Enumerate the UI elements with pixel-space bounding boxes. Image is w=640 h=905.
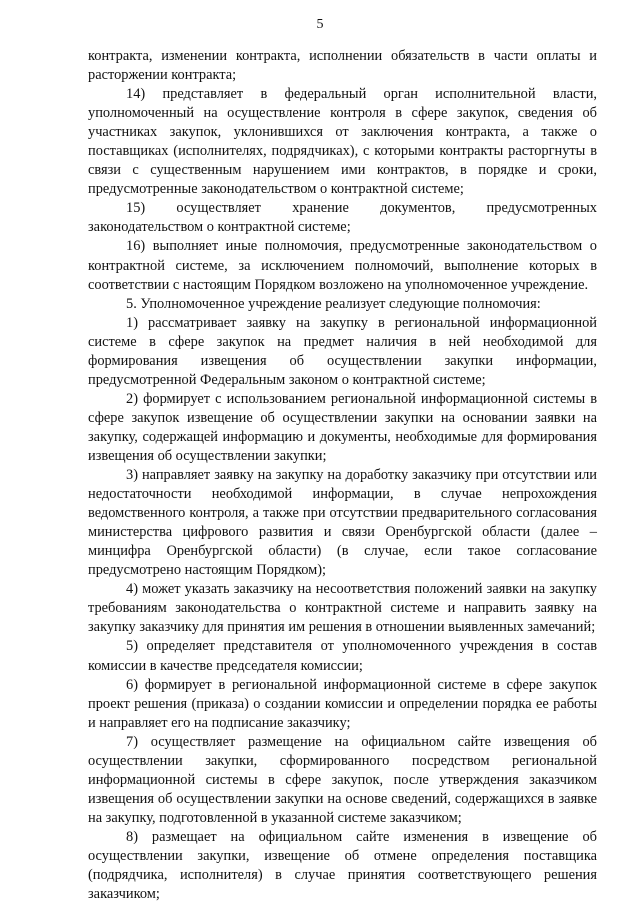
paragraph-section-5-item-2: 2) формирует с использованием региональной информационной системы в сфере закупок извещение об осуществлении закупки на основании заявки на закупку, содержащей информацию и документы, необходимые для формирования извещения об осуществлении закупки; [88,390,597,464]
paragraph-section-5-item-7: 7) осуществляет размещение на официальном сайте извещения об осуществлении закупки, сформированного посредством региональной информационной системы в сфере закупок, после утверждения заказчиком извещения об осуществлении закупки на основе сведений, содержащихся в заявке на закупку, подготовленной в указанной системе заказчиком; [88,733,597,826]
paragraph-section-5-item-4: 4) может указать заказчику на несоответствия положений заявки на закупку требованиям законодательства о контрактной системе и направить заявку на закупку заказчику для принятия им решения в отношении выявленных замечаний; [88,581,597,636]
paragraph-section-5-item-8: 8) размещает на официальном сайте изменения в извещение об осуществлении закупки, извещение об отмене определения поставщика (подрядчика, исполнителя) в случае принятия соответствующего решения заказчиком; [88,828,597,903]
paragraph-item-15: 15) осуществляет хранение документов, предусмотренных законодательством о контрактной системе; [88,200,597,236]
paragraph-section-5-item-6: 6) формирует в региональной информационной системе в сфере закупок проект решения (приказа) о создании комиссии и определении порядка ее работы и направляет его на подписание заказчику; [88,676,597,731]
paragraph-item-16: 16) выполняет иные полномочия, предусмотренные законодательством о контрактной системе, за исключением полномочий, выполнение которых в соответствии с настоящим Порядком возложено на уполномоченное учреждение. [88,238,597,293]
paragraph-section-5-heading: 5. Уполномоченное учреждение реализует следующие полномочия: [126,295,541,312]
document-body [88,47,597,904]
page-number: 5 [316,17,324,32]
paragraph-contract-continuation: контракта, изменении контракта, исполнении обязательств в части оплаты и расторжении контракта; [88,48,597,84]
paragraph-section-5-item-5: 5) определяет представителя от уполномоченного учреждения в состав комиссии в качестве председателя комиссии; [88,638,597,674]
paragraph-section-5-item-1: 1) рассматривает заявку на закупку в региональной информационной системе в сфере закупок на предмет наличия в ней необходимой для формирования извещения об осуществлении закупки информации, предусмотренной Федеральным законом о контрактной системе; [88,314,597,388]
paragraph-section-5-item-3: 3) направляет заявку на закупку на доработку заказчику при отсутствии или недостаточности необходимой информации, в случае непрохождения ведомственного контроля, а также при отсутствии предварительного согласования министерства цифрового развития и связи Оренбургской области (далее – минцифра Оренбургской области) (в случае, если такое согласование предусмотрено настоящим Порядком); [88,467,597,579]
paragraph-item-14: 14) представляет в федеральный орган исполнительной власти, уполномоченный на осуществление контроля в сфере закупок, сведения об участниках закупок, уклонившихся от заключения контракта, а также о поставщиках (исполнителях, подрядчиках), с которыми контракты расторгнуты в связи с существенным нарушением ими контрактов, в порядке и сроки, предусмотренные законодательством о контрактной системе; [88,86,597,198]
